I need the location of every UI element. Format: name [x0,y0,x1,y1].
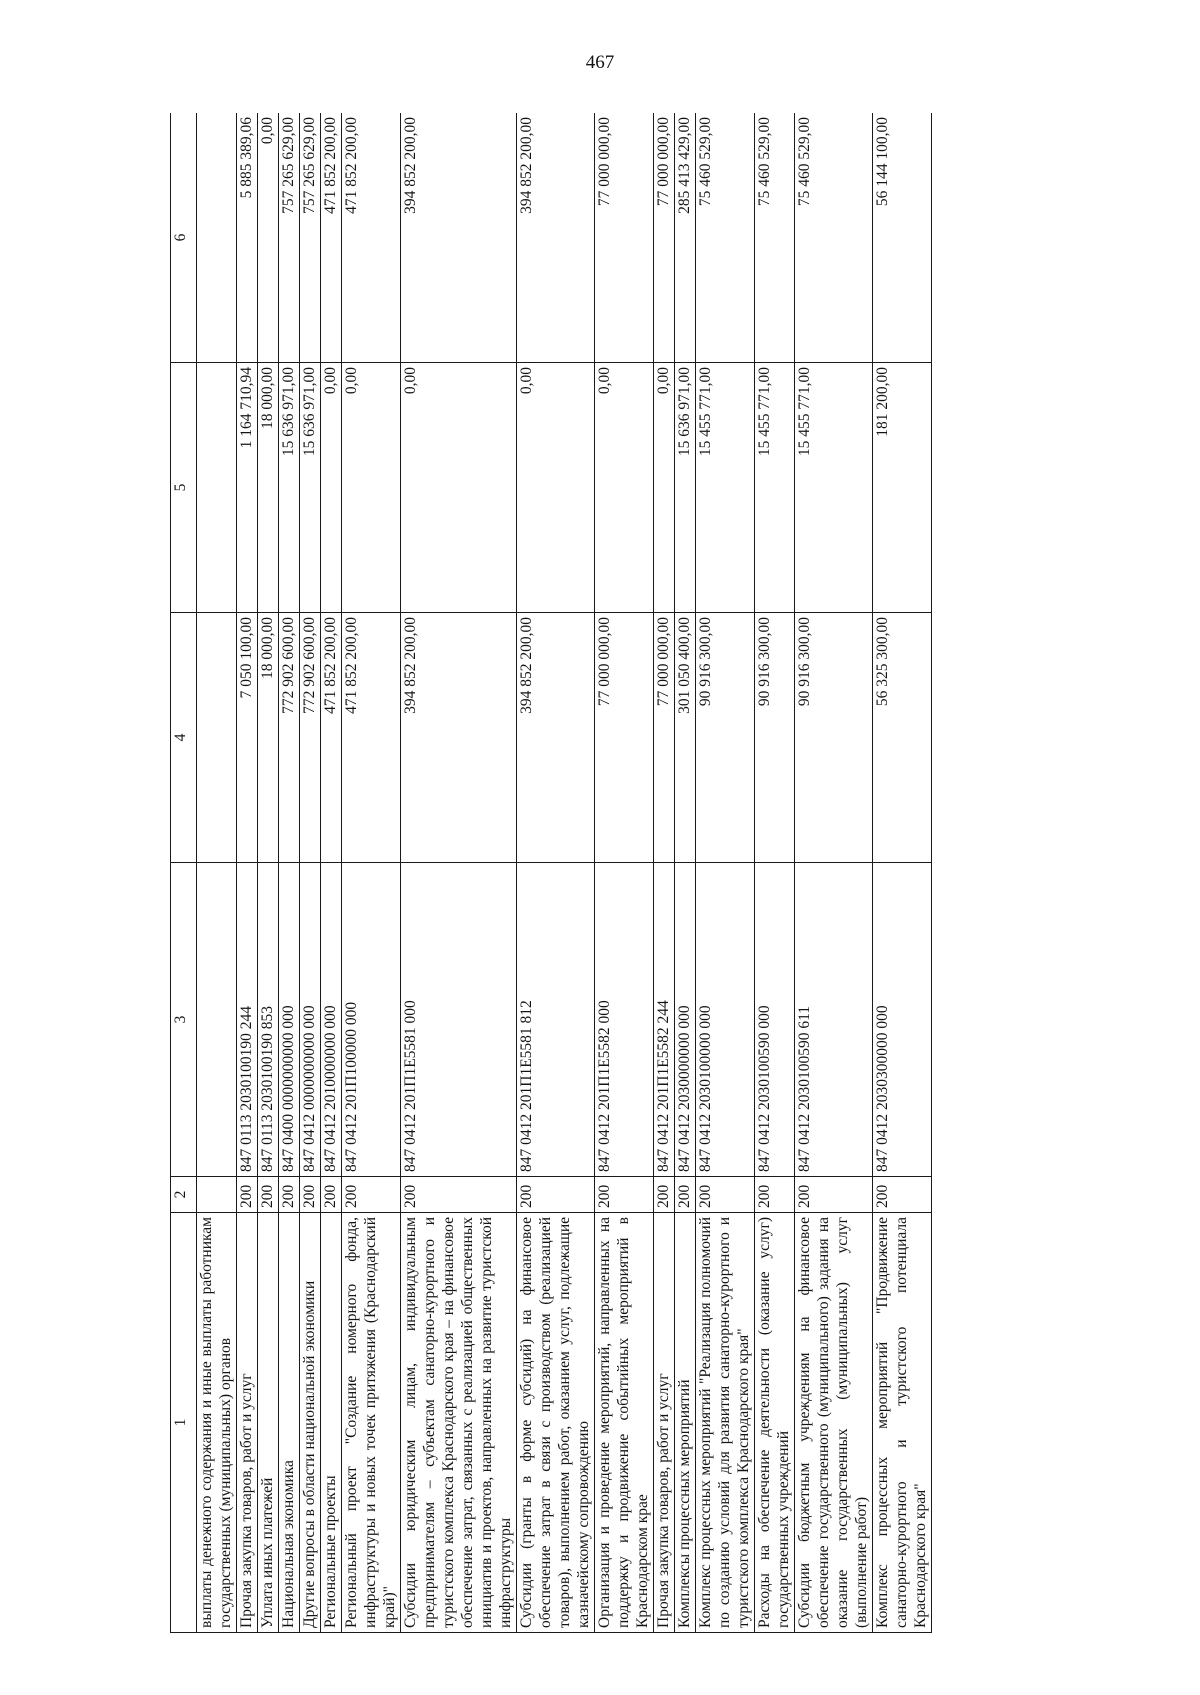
cell-name: Комплексы процессных мероприятий [675,1213,696,1633]
cell-amount-col6: 5 885 389,06 [237,113,258,363]
cell-amount-col6: 75 460 529,00 [755,113,795,363]
cell-kbk: 847 0113 2030100190 853 [258,863,279,1177]
table-row [258,113,279,1633]
table-row [795,113,873,1633]
cell-amount-col4: 394 852 200,00 [517,613,595,863]
cell-amount-col5: 15 455 771,00 [696,363,755,613]
cell-name: Расходы на обеспечение деятельности (оказание услуг) государственных учреждений [755,1213,795,1633]
cell-amount-col6 [197,113,237,363]
cell-name: выплаты денежного содержания и иные выплаты работникам государственных (муниципальных) органов [197,1213,237,1633]
cell-amount-col5: 15 636 971,00 [675,363,696,613]
cell-name: Организация и проведение мероприятий, направленных на поддержку и продвижение событийных мероприятий в Краснодарском крае [595,1213,654,1633]
cell-amount-col6: 757 265 629,00 [300,113,321,363]
table-row [696,113,755,1633]
cell-name: Уплата иных платежей [258,1213,279,1633]
cell-amount-col4: 471 852 200,00 [342,613,401,863]
col-header-2: 2 [171,1177,197,1213]
cell-amount-col4: 301 050 400,00 [675,613,696,863]
cell-amount-col5: 15 455 771,00 [795,363,873,613]
cell-amount-col6: 75 460 529,00 [795,113,873,363]
cell-name: Комплекс процессных мероприятий "Реализация полномочий по созданию условий для развития санаторно-курортного и туристского комплекса Краснодарского края" [696,1213,755,1633]
cell-code: 200 [517,1177,595,1213]
cell-code: 200 [675,1177,696,1213]
cell-name: Субсидии бюджетным учреждениям на финансовое обеспечение государственного (муниципального) задания на оказание государственных (муниципальных) услуг (выполнение работ) [795,1213,873,1633]
cell-amount-col6: 56 144 100,00 [873,113,932,363]
table-row [321,113,342,1633]
cell-kbk: 847 0412 2030100000 000 [696,863,755,1177]
cell-amount-col4: 18 000,00 [258,613,279,863]
cell-amount-col5: 15 455 771,00 [755,363,795,613]
budget-table [170,113,932,1633]
cell-kbk: 847 0412 201П1Е5582 000 [595,863,654,1177]
cell-amount-col5: 0,00 [595,363,654,613]
cell-code [197,1177,237,1213]
cell-amount-col5: 0,00 [654,363,675,613]
cell-name: Другие вопросы в области национальной экономики [300,1213,321,1633]
cell-kbk: 847 0113 2030100190 244 [237,863,258,1177]
cell-amount-col4: 56 325 300,00 [873,613,932,863]
cell-kbk: 847 0412 201П100000 000 [342,863,401,1177]
cell-amount-col6: 0,00 [258,113,279,363]
cell-amount-col5: 15 636 971,00 [300,363,321,613]
col-header-3: 3 [171,863,197,1177]
table-row [342,113,401,1633]
cell-name: Субсидии юридическим лицам, индивидуальным предпринимателям – субъектам санаторно-курортного и туристского комплекса Краснодарского края – на финансовое обеспечение затрат, связанных с реализацией общественных инициатив и проектов, направленных на развитие туристской инфраструктуры [401,1213,517,1633]
cell-amount-col5: 181 200,00 [873,363,932,613]
cell-code: 200 [595,1177,654,1213]
cell-amount-col6: 471 852 200,00 [321,113,342,363]
cell-amount-col4: 77 000 000,00 [595,613,654,863]
cell-amount-col4: 90 916 300,00 [795,613,873,863]
cell-kbk: 847 0412 0000000000 000 [300,863,321,1177]
cell-name: Региональные проекты [321,1213,342,1633]
cell-amount-col5: 18 000,00 [258,363,279,613]
cell-amount-col6: 471 852 200,00 [342,113,401,363]
cell-code: 200 [258,1177,279,1213]
rotated-table-area [170,113,1082,1633]
cell-amount-col6: 75 460 529,00 [696,113,755,363]
cell-kbk: 847 0412 2030100590 000 [755,863,795,1177]
table-row [237,113,258,1633]
cell-kbk: 847 0412 201П1Е5581 812 [517,863,595,1177]
cell-code: 200 [401,1177,517,1213]
cell-amount-col5: 0,00 [342,363,401,613]
cell-name: Прочая закупка товаров, работ и услуг [237,1213,258,1633]
cell-kbk: 847 0412 2030300000 000 [873,863,932,1177]
cell-code: 200 [795,1177,873,1213]
cell-kbk: 847 0412 2030000000 000 [675,863,696,1177]
cell-name: Национальная экономика [279,1213,300,1633]
col-header-1: 1 [171,1213,197,1633]
cell-amount-col4: 90 916 300,00 [755,613,795,863]
cell-amount-col4: 394 852 200,00 [401,613,517,863]
cell-code: 200 [300,1177,321,1213]
cell-code: 200 [696,1177,755,1213]
table-row [401,113,517,1633]
table-row [300,113,321,1633]
table-row [654,113,675,1633]
table-row [517,113,595,1633]
table-row [755,113,795,1633]
cell-amount-col5 [197,363,237,613]
col-header-6: 6 [171,113,197,363]
cell-name: Субсидии (гранты в форме субсидий) на финансовое обеспечение затрат в связи с производством (реализацией товаров), выполнением работ, оказанием услуг, подлежащие казначейскому сопровождению [517,1213,595,1633]
cell-name: Прочая закупка товаров, работ и услуг [654,1213,675,1633]
cell-amount-col5: 0,00 [517,363,595,613]
cell-amount-col4: 7 050 100,00 [237,613,258,863]
cell-amount-col6: 77 000 000,00 [595,113,654,363]
cell-code: 200 [342,1177,401,1213]
cell-amount-col4: 77 000 000,00 [654,613,675,863]
cell-kbk: 847 0400 0000000000 000 [279,863,300,1177]
table-row [873,113,932,1633]
cell-amount-col6: 285 413 429,00 [675,113,696,363]
col-header-4: 4 [171,613,197,863]
table-row [595,113,654,1633]
table-row [279,113,300,1633]
rotated-table-container [170,113,1082,1633]
cell-amount-col5: 0,00 [401,363,517,613]
header-row [171,113,197,1633]
col-header-5: 5 [171,363,197,613]
cell-kbk: 847 0412 201П1Е5581 000 [401,863,517,1177]
cell-code: 200 [237,1177,258,1213]
table-row [197,113,237,1633]
cell-amount-col4: 772 902 600,00 [300,613,321,863]
cell-amount-col4 [197,613,237,863]
table-row [675,113,696,1633]
cell-code: 200 [321,1177,342,1213]
cell-kbk [197,863,237,1177]
cell-name: Комплекс процессных мероприятий "Продвижение санаторно-курортного и туристского потенциала Краснодарского края" [873,1213,932,1633]
cell-amount-col5: 15 636 971,00 [279,363,300,613]
cell-name: Региональный проект "Создание номерного фонда, инфраструктуры и новых точек притяжения (Краснодарский край)" [342,1213,401,1633]
cell-amount-col5: 0,00 [321,363,342,613]
cell-amount-col6: 757 265 629,00 [279,113,300,363]
cell-code: 200 [873,1177,932,1213]
cell-amount-col6: 394 852 200,00 [401,113,517,363]
cell-amount-col6: 394 852 200,00 [517,113,595,363]
cell-code: 200 [755,1177,795,1213]
cell-code: 200 [654,1177,675,1213]
cell-amount-col4: 90 916 300,00 [696,613,755,863]
cell-amount-col6: 77 000 000,00 [654,113,675,363]
cell-kbk: 847 0412 2010000000 000 [321,863,342,1177]
cell-amount-col4: 471 852 200,00 [321,613,342,863]
cell-amount-col5: 1 164 710,94 [237,363,258,613]
cell-amount-col4: 772 902 600,00 [279,613,300,863]
page-number: 467 [585,52,615,73]
cell-kbk: 847 0412 2030100590 611 [795,863,873,1177]
cell-code: 200 [279,1177,300,1213]
cell-kbk: 847 0412 201П1Е5582 244 [654,863,675,1177]
